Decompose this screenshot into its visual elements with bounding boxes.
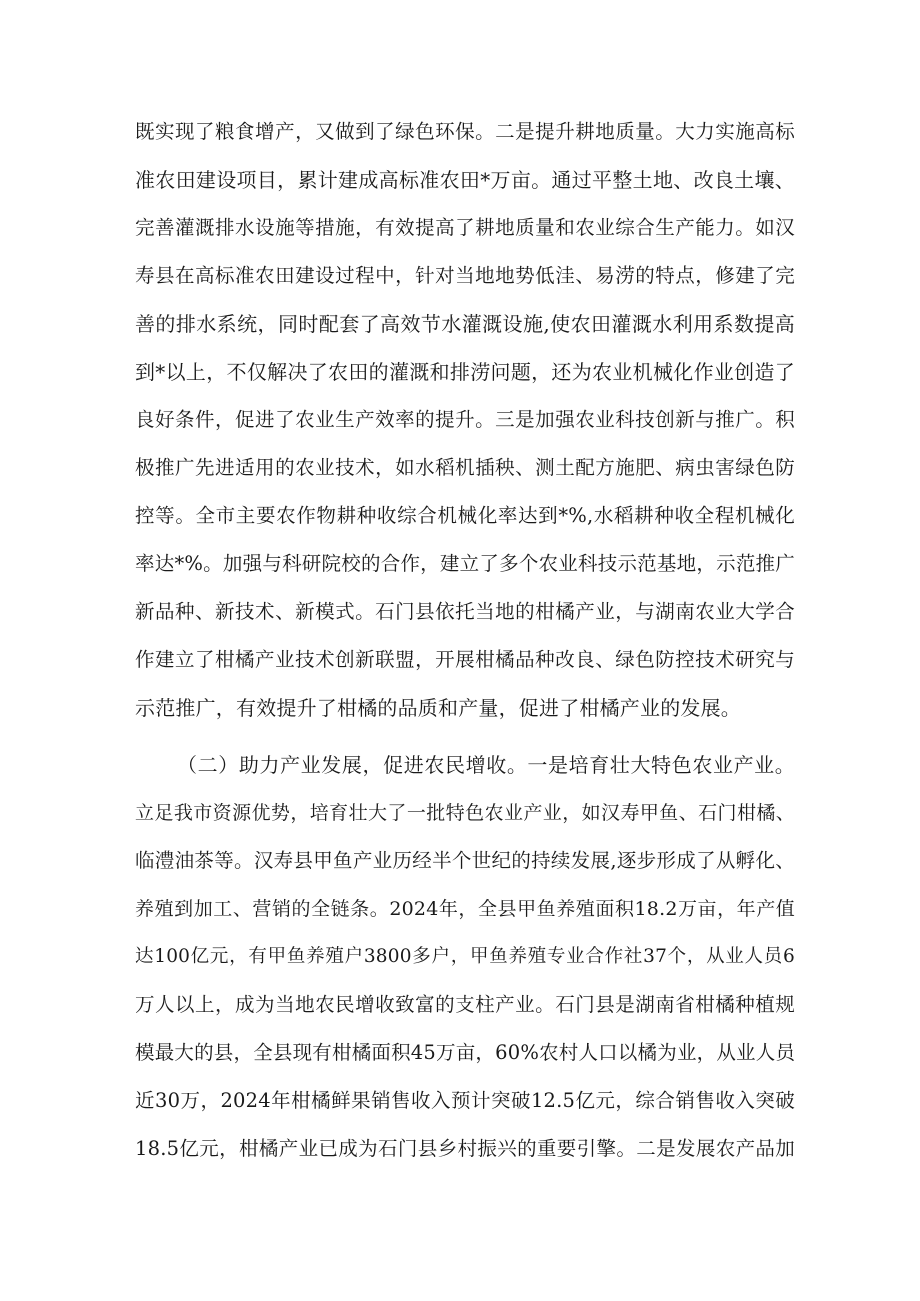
paragraph-industry-development [135,741,795,1173]
text-line: 模最大的县，全县现有柑橘面积45万亩，60%农村人口以橘为业，从业人员 [135,1041,796,1064]
text-line: 善的排水系统，同时配套了高效节水灌溉设施,使农田灌溉水利用系数提高 [135,312,795,336]
text-line: 准农田建设项目，累计建成高标准农田*万亩。通过平整土地、改良土壤、 [135,168,795,192]
text-line: 良好条件，促进了农业生产效率的提升。三是加强农业科技创新与推广。积 [135,408,795,431]
text-line: 18.5亿元，柑橘产业已成为石门县乡村振兴的重要引擎。二是发展农产品加 [135,1137,795,1160]
text-line: 达100亿元，有甲鱼养殖户3800多户，甲鱼养殖专业合作社37个，从业人员6 [135,946,795,967]
text-line: 完善灌溉排水设施等措施，有效提高了耕地质量和农业综合生产能力。如汉 [135,216,795,239]
text-line: 新品种、新技术、新模式。石门县依托当地的柑橘产业，与湖南农业大学合 [135,600,795,623]
text-line: 万人以上，成为当地农民增收致富的支柱产业。石门县是湖南省柑橘种植规 [135,993,795,1016]
text-line: 既实现了粮食增产，又做到了绿色环保。二是提升耕地质量。大力实施高标 [135,120,795,143]
text-line: 养殖到加工、营销的全链条。2024年，全县甲鱼养殖面积18.2万亩，年产值 [135,898,795,920]
text-line: 极推广先进适用的农业技术，如水稻机插秧、测土配方施肥、病虫害绿色防 [135,456,795,479]
section-heading-line: （二）助力产业发展，促进农民增收。一是培育壮大特色农业产业。 [177,753,795,777]
text-line: 到*以上，不仅解决了农田的灌溉和排涝问题，还为农业机械化作业创造了 [135,360,795,384]
text-line: 寿县在高标准农田建设过程中，针对当地地势低洼、易涝的特点，修建了完 [135,264,795,287]
text-line: 立足我市资源优势，培育壮大了一批特色农业产业，如汉寿甲鱼、石门柑橘、 [135,802,795,824]
text-line: 示范推广，有效提升了柑橘的品质和产量，促进了柑橘产业的发展。 [135,696,741,720]
paragraph-agri-tech [135,108,795,732]
text-line: 作建立了柑橘产业技术创新联盟，开展柑橘品种改良、绿色防控技术研究与 [135,648,795,671]
text-line: 临澧油茶等。汉寿县甲鱼产业历经半个世纪的持续发展,逐步形成了从孵化、 [135,849,795,872]
text-line: 近30万，2024年柑橘鲜果销售收入预计突破12.5亿元，综合销售收入突破 [135,1089,795,1112]
text-line: 控等。全市主要农作物耕种收综合机械化率达到*%,水稻耕种收全程机械化 [135,504,795,527]
text-line: 率达*%。加强与科研院校的合作，建立了多个农业科技示范基地，示范推广 [135,552,795,575]
